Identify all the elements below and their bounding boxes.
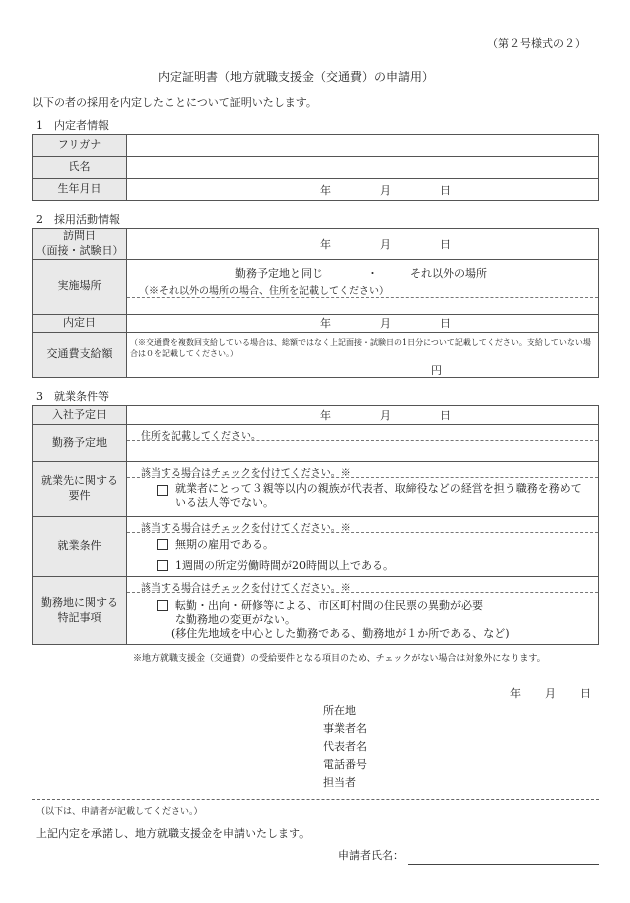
cert-year-unit: 年 — [510, 687, 521, 700]
employer-req-field — [127, 462, 599, 517]
name-field[interactable] — [127, 157, 599, 179]
location-special-item-line3: (移住先地域を中心とした勤務である、勤務地が１か所である、など) — [171, 627, 510, 640]
condition2-text: 1週間の所定労働時間が20時間以上である。 — [175, 559, 394, 572]
employer-req-item: 就業者にとって３親等以内の親族が代表者、取締役などの経営を担う職務を務めている法人等でない。 — [175, 482, 582, 510]
offer-date-field[interactable] — [127, 314, 599, 332]
condition2-checkbox[interactable] — [157, 560, 168, 571]
furigana-field[interactable] — [127, 135, 599, 157]
applicant-info-table — [32, 134, 599, 201]
location-special-item-line1: 転勤・出向・研修等による、市区町村間の住民票の異動が必要 — [175, 599, 483, 612]
page-title: 内定証明書（地方就職支援金（交通費）の申請用） — [158, 70, 435, 84]
applicant-note: （以下は、申請者が記載してください。） — [36, 807, 203, 817]
location-option-same[interactable]: 勤務予定地と同じ — [235, 266, 323, 280]
month-unit: 月 — [380, 317, 391, 331]
location-special-label-line2: 特記事項 — [57, 610, 102, 624]
furigana-label: フリガナ — [33, 135, 127, 157]
location-special-label — [33, 577, 127, 645]
company-label: 事業者名 — [323, 722, 367, 735]
section2-heading: 2 採用活動情報 — [36, 213, 120, 226]
employer-req-label — [33, 462, 127, 517]
birthdate-label: 生年月日 — [33, 179, 127, 201]
representative-label: 代表者名 — [323, 740, 367, 753]
conditions-field — [127, 517, 599, 577]
cert-day-unit: 日 — [580, 687, 591, 700]
employer-req-checkbox[interactable] — [157, 485, 168, 496]
visit-date-label — [33, 229, 127, 260]
start-date-field[interactable] — [127, 406, 599, 425]
day-unit: 日 — [440, 237, 451, 251]
location-special-item-line2: な勤務地の変更がない。 — [175, 613, 296, 626]
location-divider — [127, 297, 598, 298]
location-option-other[interactable]: それ以外の場所 — [410, 266, 487, 280]
year-unit: 年 — [320, 183, 331, 197]
year-unit: 年 — [320, 409, 331, 422]
condition1-text: 無期の雇用である。 — [175, 538, 274, 551]
applicant-name-label: 申請者氏名： — [338, 849, 404, 862]
employer-req-divider — [127, 477, 598, 478]
month-unit: 月 — [380, 183, 391, 197]
day-unit: 日 — [440, 409, 451, 422]
applicant-statement: 上記内定を承諾し、地方就職支援金を申請いたします。 — [36, 827, 311, 840]
section1-heading: 1 内定者情報 — [36, 119, 109, 132]
location-special-field — [127, 577, 599, 645]
work-location-note: 住所を記載してください。 — [141, 431, 261, 442]
phone-label: 電話番号 — [323, 758, 367, 771]
transport-field[interactable] — [127, 332, 599, 377]
work-location-label: 勤務予定地 — [33, 425, 127, 462]
location-note: （※それ以外の場所の場合、住所を記載してください） — [139, 285, 389, 297]
cert-month-unit: 月 — [545, 687, 556, 700]
recruitment-info-table — [32, 228, 599, 378]
condition1-checkbox[interactable] — [157, 539, 168, 550]
work-location-divider — [127, 440, 598, 441]
month-unit: 月 — [380, 409, 391, 422]
address-label: 所在地 — [323, 704, 356, 717]
month-unit: 月 — [380, 237, 391, 251]
transport-label: 交通費支給額 — [33, 332, 127, 377]
applicant-divider — [32, 799, 599, 800]
birthdate-field[interactable] — [127, 179, 599, 201]
location-label: 実施場所 — [33, 259, 127, 314]
visit-date-field[interactable] — [127, 229, 599, 260]
intro-text: 以下の者の採用を内定したことについて証明いたします。 — [32, 96, 317, 109]
employer-req-check-note: 該当する場合はチェックを付けてください。※ — [141, 468, 351, 479]
work-location-field[interactable] — [127, 425, 599, 462]
location-special-divider — [127, 592, 598, 593]
section3-heading: 3 就業条件等 — [36, 390, 109, 403]
footnote: ※地方就職支援金（交通費）の受給要件となる項目のため、チェックがない場合は対象外になります。 — [133, 654, 546, 664]
location-special-checkbox[interactable] — [157, 600, 168, 611]
employer-req-label-line2: 要件 — [68, 489, 91, 502]
form-number: （第２号様式の２） — [487, 37, 586, 50]
day-unit: 日 — [440, 317, 451, 331]
conditions-divider — [127, 532, 598, 533]
conditions-label: 就業条件 — [33, 517, 127, 577]
offer-date-label: 内定日 — [33, 314, 127, 332]
name-label: 氏名 — [33, 157, 127, 179]
location-special-label-line1: 勤務地に関する — [41, 595, 118, 609]
visit-date-label-line2: （面接・試験日） — [35, 243, 124, 257]
year-unit: 年 — [320, 317, 331, 331]
location-field[interactable] — [127, 259, 599, 314]
yen-unit: 円 — [431, 363, 442, 377]
location-separator: ・ — [367, 266, 378, 280]
year-unit: 年 — [320, 237, 331, 251]
employer-req-label-line1: 就業先に関する — [41, 474, 118, 488]
day-unit: 日 — [440, 183, 451, 197]
transport-note: （※交通費を複数回支給している場合は、総額ではなく上記面接・試験日の1日分について記載してください。支給していない場合は０を記載してください。） — [130, 337, 591, 358]
location-special-check-note: 該当する場合はチェックを付けてください。※ — [141, 583, 351, 594]
conditions-check-note: 該当する場合はチェックを付けてください。※ — [141, 523, 351, 534]
visit-date-label-line1: 訪問日 — [63, 229, 96, 242]
applicant-name-field[interactable] — [408, 864, 599, 865]
start-date-label: 入社予定日 — [33, 406, 127, 425]
contact-label: 担当者 — [323, 776, 356, 789]
work-conditions-table — [32, 405, 599, 645]
